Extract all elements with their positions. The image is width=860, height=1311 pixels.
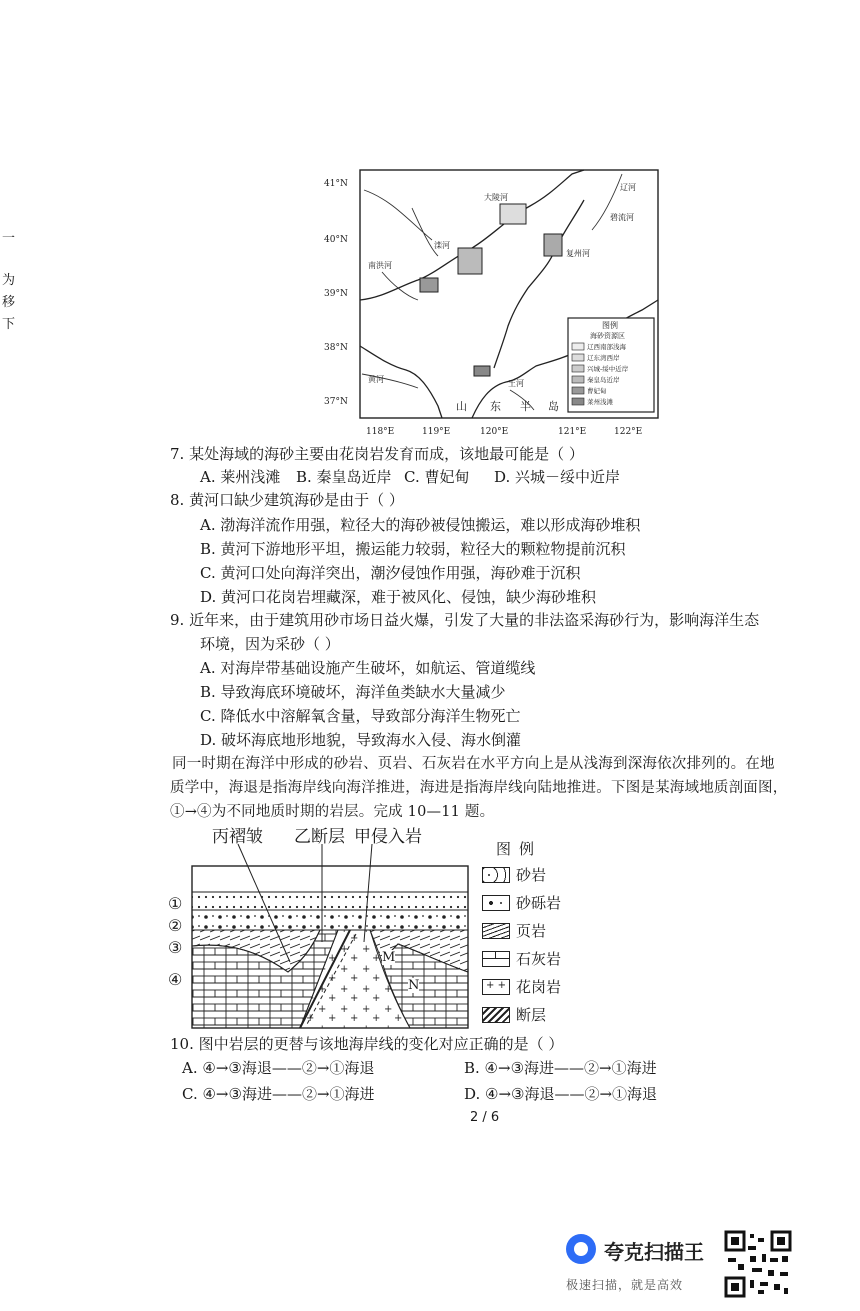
fault-label: 乙断层: [294, 827, 345, 847]
passage-line: ①→④为不同地质时期的岩层。完成 10—11 题。: [170, 804, 495, 820]
scanner-brand: 夸克扫描王: [604, 1240, 704, 1264]
question-9-stem: 9. 近年来，由于建筑用砂市场日益火爆，引发了大量的非法盗采海砂行为，影响海洋生态: [170, 611, 760, 629]
page-number: 2 / 6: [470, 1110, 500, 1125]
granite-swatch-icon: + +: [482, 979, 510, 995]
map-legend-item: 曹妃甸: [587, 387, 607, 395]
lon-label: 122°E: [614, 427, 643, 437]
scanner-logo-icon: [566, 1234, 596, 1264]
question-9-stem-continued: 环境，因为采砂（ ）: [200, 635, 340, 653]
map-legend-subtitle: 海砂资源区: [590, 332, 625, 340]
place-label: 大陵河: [484, 193, 508, 202]
side-margin-char: 为: [2, 273, 16, 288]
bohai-sea-sand-map: [322, 160, 668, 444]
qr-code-icon: [724, 1230, 792, 1298]
section-legend-item: [482, 920, 546, 941]
sandstone-swatch-icon: [482, 867, 510, 883]
section-legend-item: [482, 864, 546, 885]
place-label: 辽河: [620, 183, 636, 192]
intrusion-label: 甲侵入岩: [354, 827, 422, 847]
side-margin-char: 一: [2, 231, 16, 246]
lat-label: 40°N: [324, 235, 348, 245]
fault-swatch-icon: [482, 1007, 510, 1023]
shale-swatch-icon: [482, 923, 510, 939]
question-9-option: B. 导致海底环境破坏，海洋鱼类缺水大量减少: [200, 683, 506, 701]
layer-label: ③: [168, 938, 183, 957]
lon-label: 120°E: [480, 427, 509, 437]
section-legend-label: 花岗岩: [516, 978, 562, 996]
lon-label: 119°E: [422, 427, 451, 437]
question-7-option: B. 秦皇岛近岸: [296, 468, 392, 486]
map-legend: [568, 318, 654, 412]
question-8-option: D. 黄河口花岗岩埋藏深，难于被风化、侵蚀，缺少海砂堆积: [200, 588, 597, 606]
question-7-option: D. 兴城－绥中近岸: [494, 468, 621, 486]
question-9-option: D. 破坏海底地形地貌，导致海水入侵、海水倒灌: [200, 731, 522, 749]
question-9-option: A. 对海岸带基础设施产生破坏，如航运、管道缆线: [200, 659, 536, 677]
layer-label: ④: [168, 970, 183, 989]
question-10-option: C. ④→③海进——②→①海进: [182, 1085, 375, 1103]
question-8-stem: 8. 黄河口缺少建筑海砂是由于（ ）: [170, 491, 404, 509]
question-8-option: B. 黄河下游地形平坦，搬运能力较弱，粒径大的颗粒物提前沉积: [200, 540, 626, 558]
map-legend-item: 辽西南部浅海: [587, 343, 626, 351]
place-label: 复州河: [566, 249, 590, 258]
map-legend-title: 图例: [602, 321, 618, 330]
section-legend-item: [482, 948, 561, 969]
question-8-option: A. 渤海洋流作用强，粒径大的海砂被侵蚀搬运，难以形成海砂堆积: [200, 516, 641, 534]
lon-label: 121°E: [558, 427, 587, 437]
section-legend-label: 砂砾岩: [516, 894, 562, 912]
section-legend-label: 断层: [516, 1006, 547, 1024]
gravel-swatch-icon: [482, 895, 510, 911]
place-label: 山: [456, 400, 467, 413]
section-legend-item: [482, 1004, 546, 1025]
layer-label: ②: [168, 916, 183, 935]
map-legend-item: 兴城-绥中近岸: [587, 365, 629, 373]
question-10-option: B. ④→③海进——②→①海进: [464, 1059, 657, 1077]
question-7-stem: 7. 某处海域的海砂主要由花岗岩发育而成，该地最可能是（ ）: [170, 445, 584, 463]
question-10-stem: 10. 图中岩层的更替与该地海岸线的变化对应正确的是（ ）: [170, 1035, 564, 1053]
limestone-swatch-icon: [482, 951, 510, 967]
question-10-option: D. ④→③海退——②→①海退: [464, 1085, 658, 1103]
section-legend-label: 砂岩: [516, 866, 547, 884]
place-label: 岛: [548, 400, 559, 413]
section-legend-label: 石灰岩: [516, 950, 562, 968]
side-margin-char: 移: [2, 295, 16, 310]
question-9-option: C. 降低水中溶解氧含量，导致部分海洋生物死亡: [200, 707, 521, 725]
point-n-label: N: [408, 978, 420, 993]
layer-label: ①: [168, 894, 183, 913]
map-legend-item: 莱州浅滩: [587, 398, 613, 406]
place-label: 南洪河: [368, 261, 392, 270]
geologic-section-figure: [160, 822, 610, 1032]
section-legend-item: [482, 892, 561, 913]
lat-label: 37°N: [324, 397, 348, 407]
place-label: 黄河: [368, 375, 384, 384]
question-7-option: C. 曹妃甸: [404, 468, 470, 486]
passage-line: 同一时期在海洋中形成的砂岩、页岩、石灰岩在水平方向上是从浅海到深海依次排列的。在地: [172, 756, 775, 772]
lat-label: 39°N: [324, 289, 348, 299]
lat-label: 41°N: [324, 179, 348, 189]
point-m-label: M: [382, 950, 396, 965]
lat-label: 38°N: [324, 343, 348, 353]
map-legend-item: 秦皇岛近岸: [587, 376, 620, 384]
question-10-option: A. ④→③海退——②→①海退: [182, 1059, 375, 1077]
side-margin-char: 下: [2, 317, 16, 332]
passage-line: 质学中，海退是指海岸线向海洋推进，海进是指海岸线向陆地推进。下图是某海域地质剖面图，: [170, 780, 788, 796]
place-label: 王河: [508, 379, 524, 388]
section-legend-item: [482, 976, 561, 997]
place-label: 滦河: [434, 241, 450, 250]
scanner-slogan: 极速扫描，就是高效: [566, 1278, 684, 1292]
place-label: 东: [490, 400, 501, 413]
question-8-option: C. 黄河口处向海洋突出，潮汐侵蚀作用强，海砂难于沉积: [200, 564, 581, 582]
question-7-option: A. 莱州浅滩: [200, 468, 281, 486]
section-legend-label: 页岩: [516, 922, 547, 940]
place-label: 半: [520, 400, 531, 413]
lon-label: 118°E: [366, 427, 395, 437]
fold-label: 丙褶皱: [212, 827, 263, 847]
place-label: 碧流河: [610, 213, 634, 222]
map-legend-item: 辽东湾西岸: [587, 354, 620, 362]
section-legend-title: 图例: [496, 840, 543, 858]
